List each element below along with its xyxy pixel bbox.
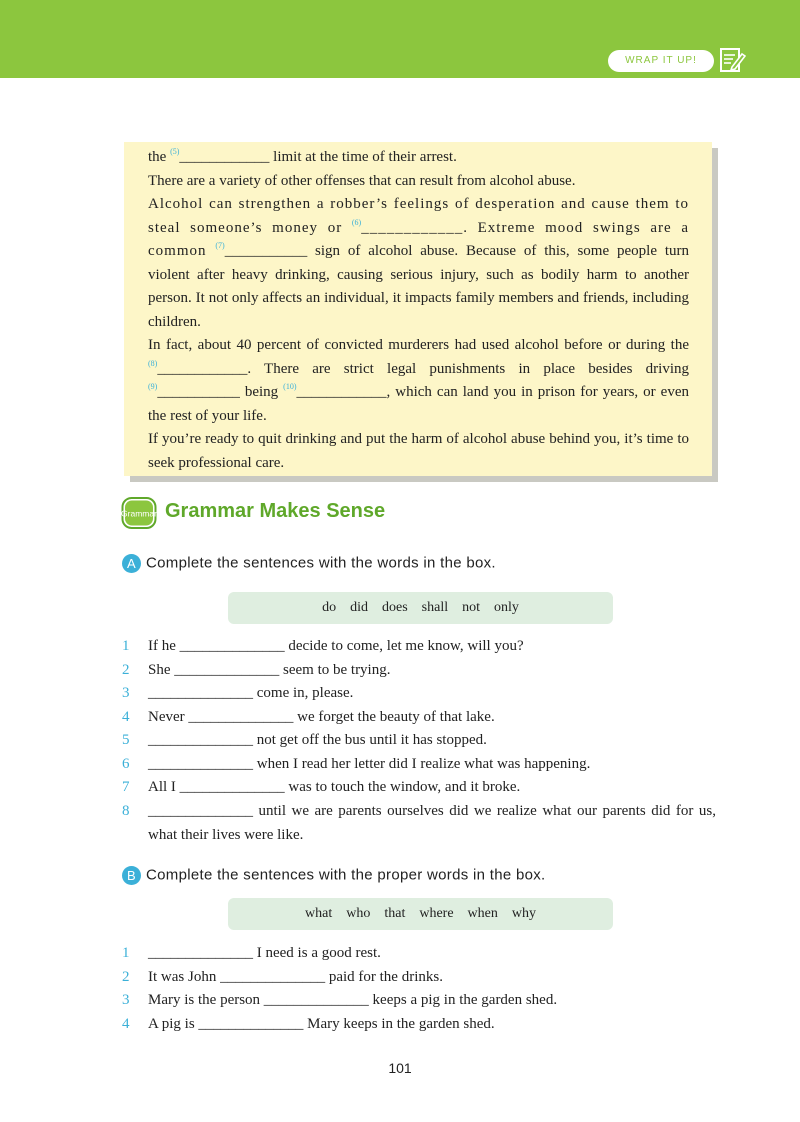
grammar-icon-label: Grammar [121,508,157,519]
passage-paragraph-2: There are a variety of other offenses that can result from alcohol abuse. [148,172,576,189]
word-box-a-word: only [494,600,519,615]
grammar-section-icon [121,496,157,530]
word-box-a-word: did [350,600,368,615]
passage-paragraph-1: the $^{(5)}$____________ limit at the time of their arrest. [148,147,457,165]
exercise-b-badge: B [122,866,141,885]
word-box-b-word: that [384,906,406,921]
word-box-b-word: where [419,906,454,921]
notepad-pencil-icon [718,46,746,74]
word-box-a-word: not [462,600,480,615]
word-box-b-word: why [511,906,536,921]
word-box-b-word: what [305,906,333,921]
word-box-a [228,592,613,624]
word-box-a-word: shall [421,600,449,615]
passage-paragraph-5: If you’re ready to quit drinking and put the harm of alcohol abuse behind you, it’s time to seek professional care. [148,431,689,471]
passage-paragraph-3: Alcohol can strengthen a robber’s feelings of desperation and cause them to steal someone’s money or $^{(6)}$____________. Extreme mood swings are a common $^{(7)}$___________ sign of alcohol abuse. Because of this, some people turn violent after heavy drinking, causing serious injury, such as bodily harm to another person. It not only affects an individual, it impacts family members and friends, including children. [148,196,689,330]
exercise-a-badge: A [122,554,141,573]
exercise-b-instruction: B Complete the sentences with the proper words in the box. [122,866,546,885]
word-box-a-word: do [322,600,337,615]
word-box-b [228,898,613,930]
word-box-b-word: who [346,906,371,921]
exercise-a-instruction: A Complete the sentences with the words in the box. [122,554,496,573]
word-box-b-word: when [467,906,498,921]
page-number: 101 [388,1060,412,1076]
passage-paragraph-4: In fact, about 40 percent of convicted murderers had used alcohol before or during the $^{(8)}$____________. There are strict legal punishments in place besides driving $^{(9)}$___________ being $^{(10)}$____________, which can land you in prison for years, or even the rest of your life. [148,337,689,424]
word-box-a-word: does [381,600,408,615]
wrap-it-up-label: WRAP IT UP! [608,50,714,72]
reading-passage [124,142,712,476]
section-title: Grammar Makes Sense [165,500,386,522]
